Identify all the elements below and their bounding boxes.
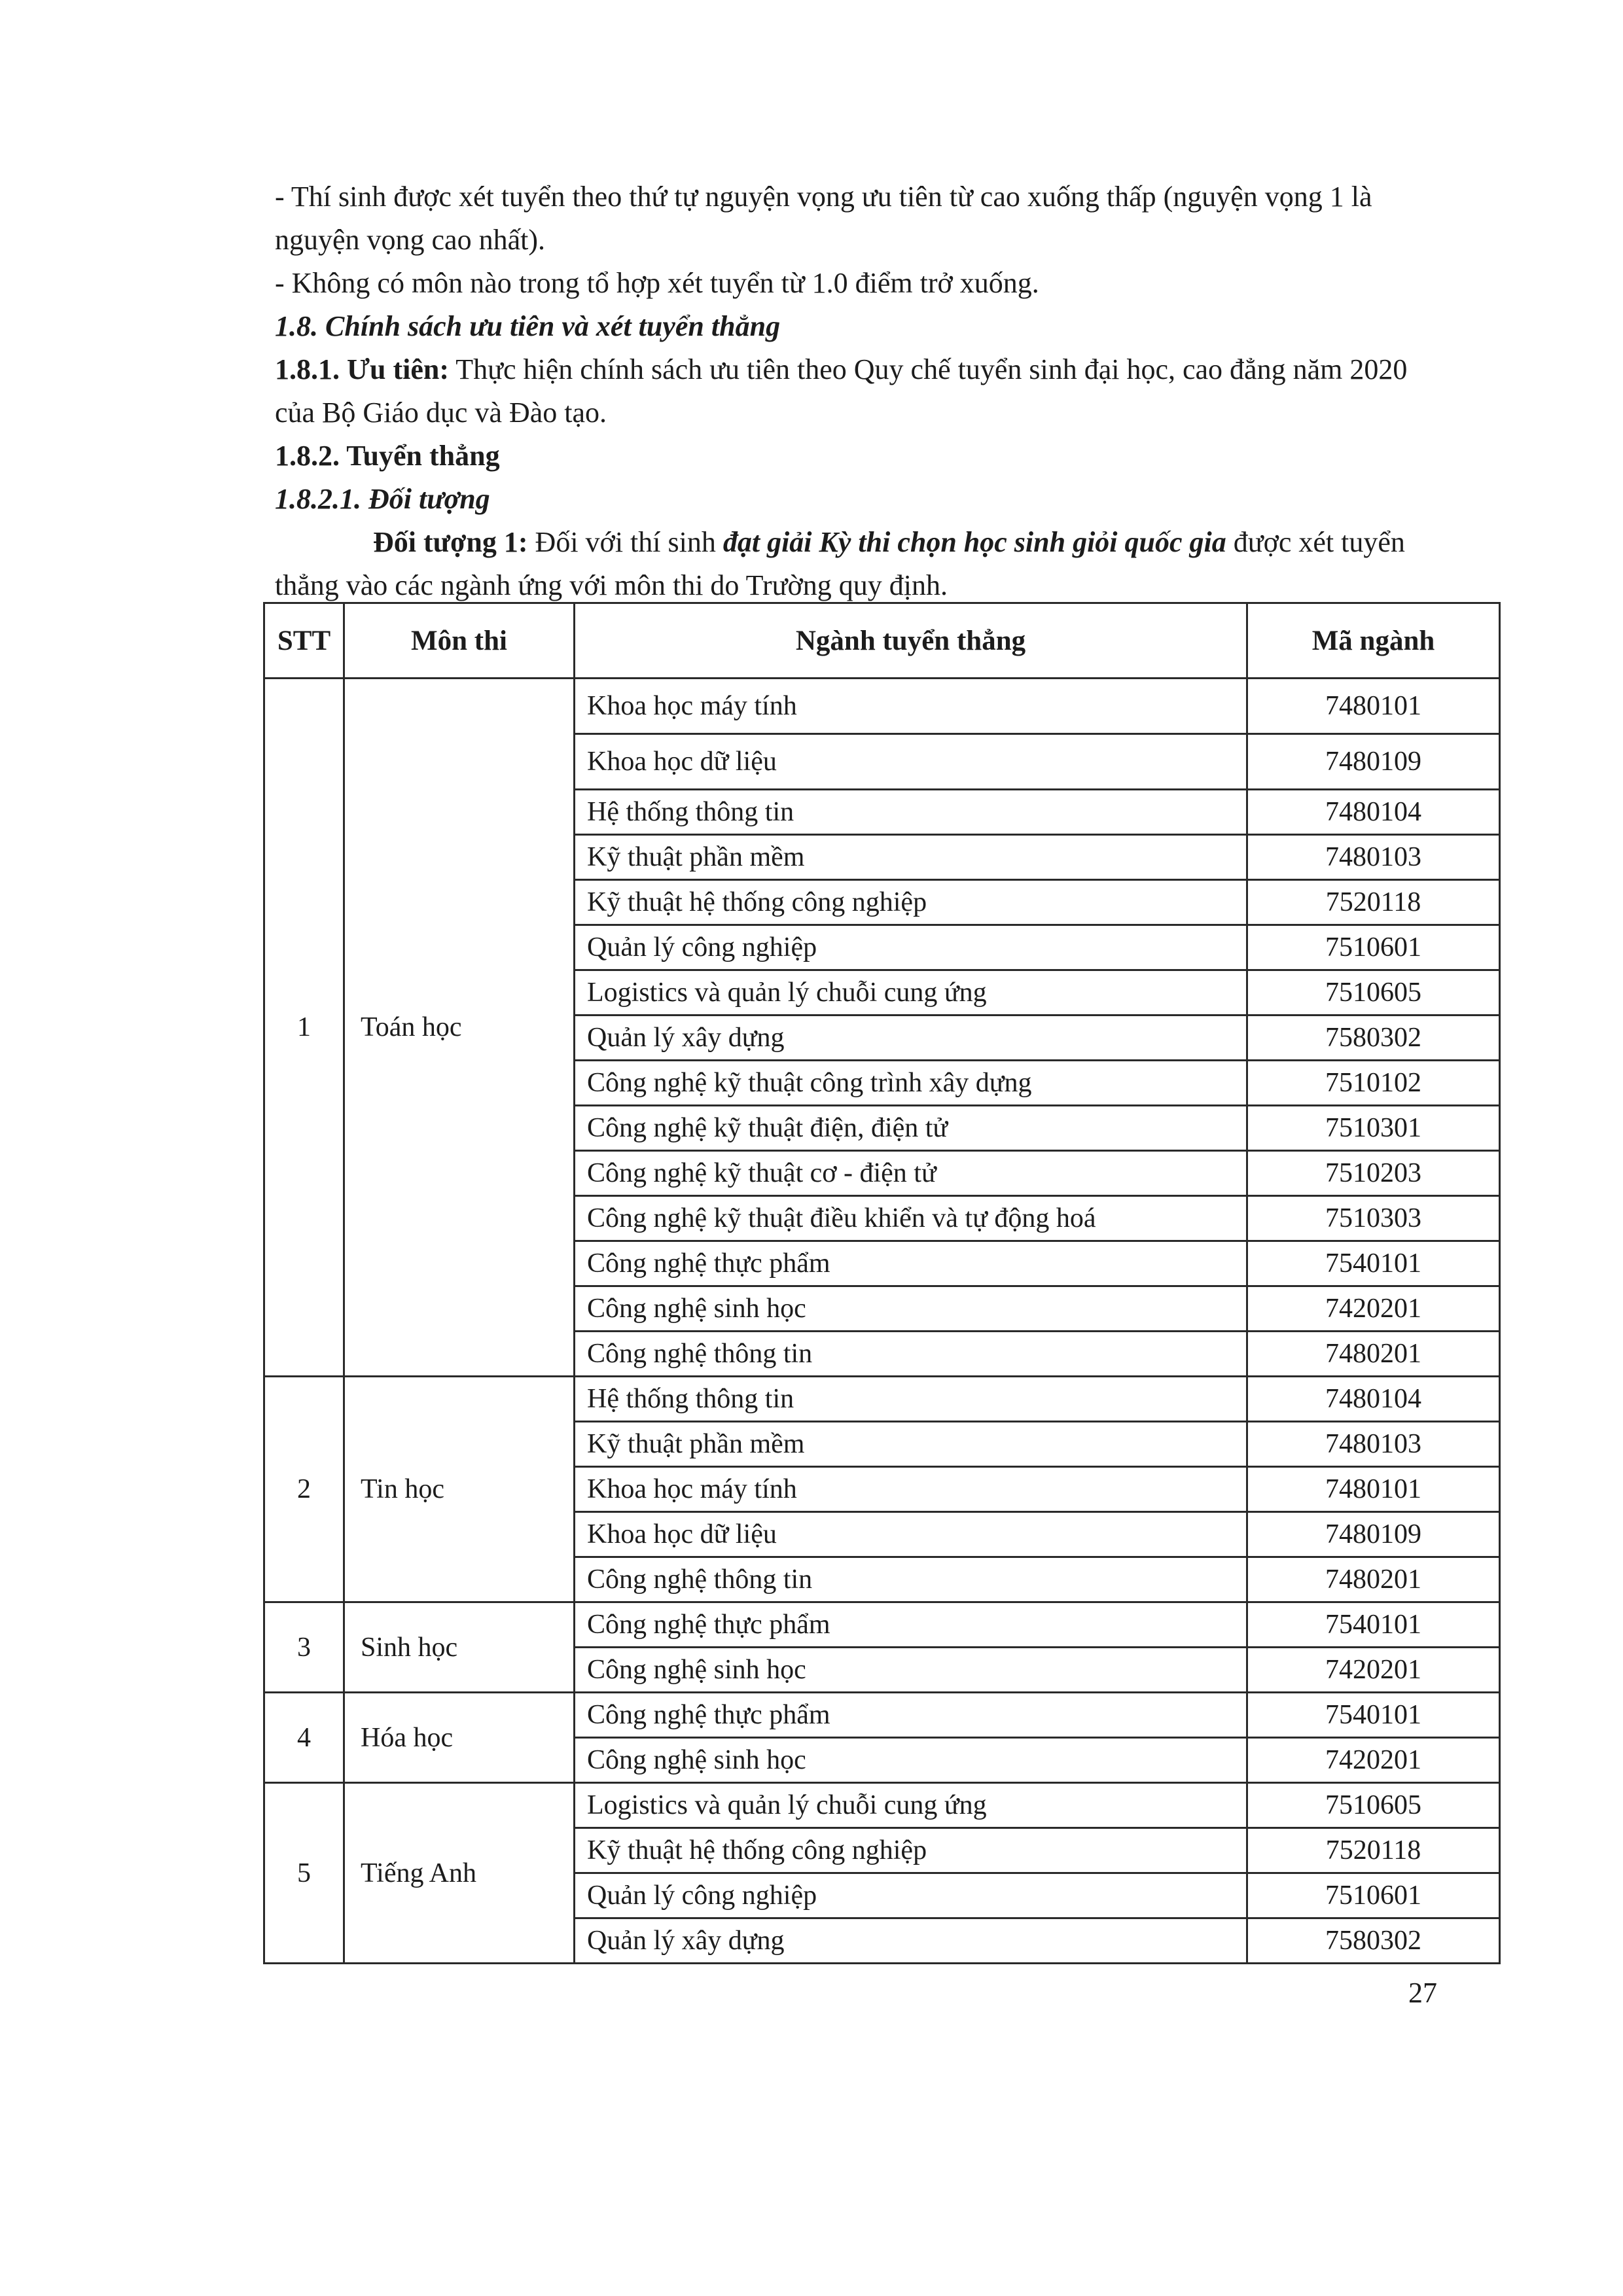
cell-nganh: Công nghệ thực phẩm — [575, 1693, 1247, 1738]
cell-nganh: Khoa học dữ liệu — [575, 1512, 1247, 1557]
cell-stt: 5 — [264, 1783, 344, 1964]
cell-stt: 3 — [264, 1602, 344, 1693]
table-row — [264, 1783, 1500, 1828]
cell-ma-nganh: 7510601 — [1247, 1873, 1500, 1918]
cell-nganh: Công nghệ sinh học — [575, 1648, 1247, 1693]
cell-nganh: Khoa học máy tính — [575, 1467, 1247, 1512]
cell-nganh: Công nghệ thông tin — [575, 1557, 1247, 1602]
table-row — [264, 1693, 1500, 1738]
cell-mon-thi: Toán học — [344, 679, 575, 1377]
cell-nganh: Quản lý xây dựng — [575, 1918, 1247, 1964]
cell-nganh: Kỹ thuật hệ thống công nghiệp — [575, 1828, 1247, 1873]
cell-ma-nganh: 7540101 — [1247, 1602, 1500, 1648]
table-body — [264, 679, 1500, 1964]
cell-nganh: Kỹ thuật phần mềm — [575, 835, 1247, 880]
cell-ma-nganh: 7540101 — [1247, 1241, 1500, 1286]
doi-tuong-1-emphasis: đạt giải Kỳ thi chọn học sinh giỏi quốc gia — [722, 526, 1226, 558]
cell-nganh: Logistics và quản lý chuỗi cung ứng — [575, 1783, 1247, 1828]
paragraph-1-8-1 — [275, 348, 1427, 434]
cell-nganh: Quản lý xây dựng — [575, 1016, 1247, 1061]
cell-nganh: Công nghệ thông tin — [575, 1332, 1247, 1377]
cell-nganh: Công nghệ thực phẩm — [575, 1602, 1247, 1648]
doi-tuong-1-label: Đối tượng 1: — [373, 526, 528, 558]
cell-ma-nganh: 7510605 — [1247, 1783, 1500, 1828]
cell-nganh: Kỹ thuật phần mềm — [575, 1422, 1247, 1467]
cell-stt: 4 — [264, 1693, 344, 1783]
cell-nganh: Công nghệ sinh học — [575, 1286, 1247, 1332]
cell-ma-nganh: 7510301 — [1247, 1106, 1500, 1151]
cell-ma-nganh: 7510605 — [1247, 970, 1500, 1016]
cell-ma-nganh: 7520118 — [1247, 1828, 1500, 1873]
cell-ma-nganh: 7510102 — [1247, 1061, 1500, 1106]
cell-nganh: Khoa học máy tính — [575, 679, 1247, 734]
cell-ma-nganh: 7510601 — [1247, 925, 1500, 970]
cell-mon-thi: Sinh học — [344, 1602, 575, 1693]
paragraph-1-8-1-text: Thực hiện chính sách ưu tiên theo Quy chế tuyển sinh đại học, cao đẳng năm 2020 của Bộ Giáo dục và Đào tạo. — [275, 353, 1408, 429]
cell-mon-thi: Tiếng Anh — [344, 1783, 575, 1964]
cell-ma-nganh: 7420201 — [1247, 1286, 1500, 1332]
cell-ma-nganh: 7480104 — [1247, 790, 1500, 835]
heading-1-8-2-1: 1.8.2.1. Đối tượng — [275, 483, 490, 515]
cell-mon-thi: Tin học — [344, 1377, 575, 1602]
cell-ma-nganh: 7520118 — [1247, 880, 1500, 925]
heading-1-8-2: 1.8.2. Tuyển thẳng — [275, 440, 500, 472]
table-row — [264, 679, 1500, 734]
cell-nganh: Quản lý công nghiệp — [575, 1873, 1247, 1918]
cell-ma-nganh: 7480201 — [1247, 1332, 1500, 1377]
table-row — [264, 1377, 1500, 1422]
cell-nganh: Quản lý công nghiệp — [575, 925, 1247, 970]
cell-ma-nganh: 7580302 — [1247, 1918, 1500, 1964]
cell-ma-nganh: 7480104 — [1247, 1377, 1500, 1422]
cell-nganh: Công nghệ kỹ thuật công trình xây dựng — [575, 1061, 1247, 1106]
cell-nganh: Hệ thống thông tin — [575, 1377, 1247, 1422]
cell-ma-nganh: 7480103 — [1247, 835, 1500, 880]
body-text — [275, 175, 1427, 607]
cell-nganh: Công nghệ sinh học — [575, 1738, 1247, 1783]
cell-nganh: Kỹ thuật hệ thống công nghiệp — [575, 880, 1247, 925]
cell-stt: 1 — [264, 679, 344, 1377]
cell-ma-nganh: 7480201 — [1247, 1557, 1500, 1602]
cell-ma-nganh: 7420201 — [1247, 1648, 1500, 1693]
header-nganh: Ngành tuyển thẳng — [575, 603, 1247, 679]
heading-1-8: 1.8. Chính sách ưu tiên và xét tuyển thẳng — [275, 310, 781, 342]
cell-nganh: Khoa học dữ liệu — [575, 734, 1247, 790]
page-number: 27 — [1408, 1977, 1437, 2009]
cell-nganh: Hệ thống thông tin — [575, 790, 1247, 835]
cell-nganh: Công nghệ kỹ thuật điện, điện tử — [575, 1106, 1247, 1151]
header-mon-thi: Môn thi — [344, 603, 575, 679]
cell-nganh: Công nghệ kỹ thuật điều khiển và tự động hoá — [575, 1196, 1247, 1241]
cell-ma-nganh: 7510203 — [1247, 1151, 1500, 1196]
heading-1-8-1: 1.8.1. Ưu tiên: — [275, 353, 450, 385]
cell-ma-nganh: 7480109 — [1247, 1512, 1500, 1557]
cell-ma-nganh: 7480101 — [1247, 679, 1500, 734]
cell-ma-nganh: 7540101 — [1247, 1693, 1500, 1738]
cell-ma-nganh: 7510303 — [1247, 1196, 1500, 1241]
cell-nganh: Logistics và quản lý chuỗi cung ứng — [575, 970, 1247, 1016]
header-stt: STT — [264, 603, 344, 679]
cell-ma-nganh: 7580302 — [1247, 1016, 1500, 1061]
cell-stt: 2 — [264, 1377, 344, 1602]
cell-mon-thi: Hóa học — [344, 1693, 575, 1783]
admission-table — [263, 602, 1501, 1964]
paragraph-doi-tuong-1 — [275, 521, 1427, 607]
header-ma-nganh: Mã ngành — [1247, 603, 1500, 679]
cell-nganh: Công nghệ kỹ thuật cơ - điện tử — [575, 1151, 1247, 1196]
doi-tuong-1-text-a: Đối với thí sinh — [527, 526, 723, 558]
cell-ma-nganh: 7480101 — [1247, 1467, 1500, 1512]
table-header-row — [264, 603, 1500, 679]
cell-ma-nganh: 7480109 — [1247, 734, 1500, 790]
cell-ma-nganh: 7480103 — [1247, 1422, 1500, 1467]
cell-nganh: Công nghệ thực phẩm — [575, 1241, 1247, 1286]
cell-ma-nganh: 7420201 — [1247, 1738, 1500, 1783]
doi-tuong-1-text-b: được xét tuyển thẳng vào các ngành ứng với môn thi do Trường quy định. — [275, 526, 1405, 601]
paragraph-minimum-score: - Không có môn nào trong tổ hợp xét tuyển từ 1.0 điểm trở xuống. — [275, 267, 1039, 299]
paragraph-order-of-preference: - Thí sinh được xét tuyển theo thứ tự nguyện vọng ưu tiên từ cao xuống thấp (nguyện vọng 1 là nguyện vọng cao nhất). — [275, 181, 1372, 256]
table-row — [264, 1602, 1500, 1648]
